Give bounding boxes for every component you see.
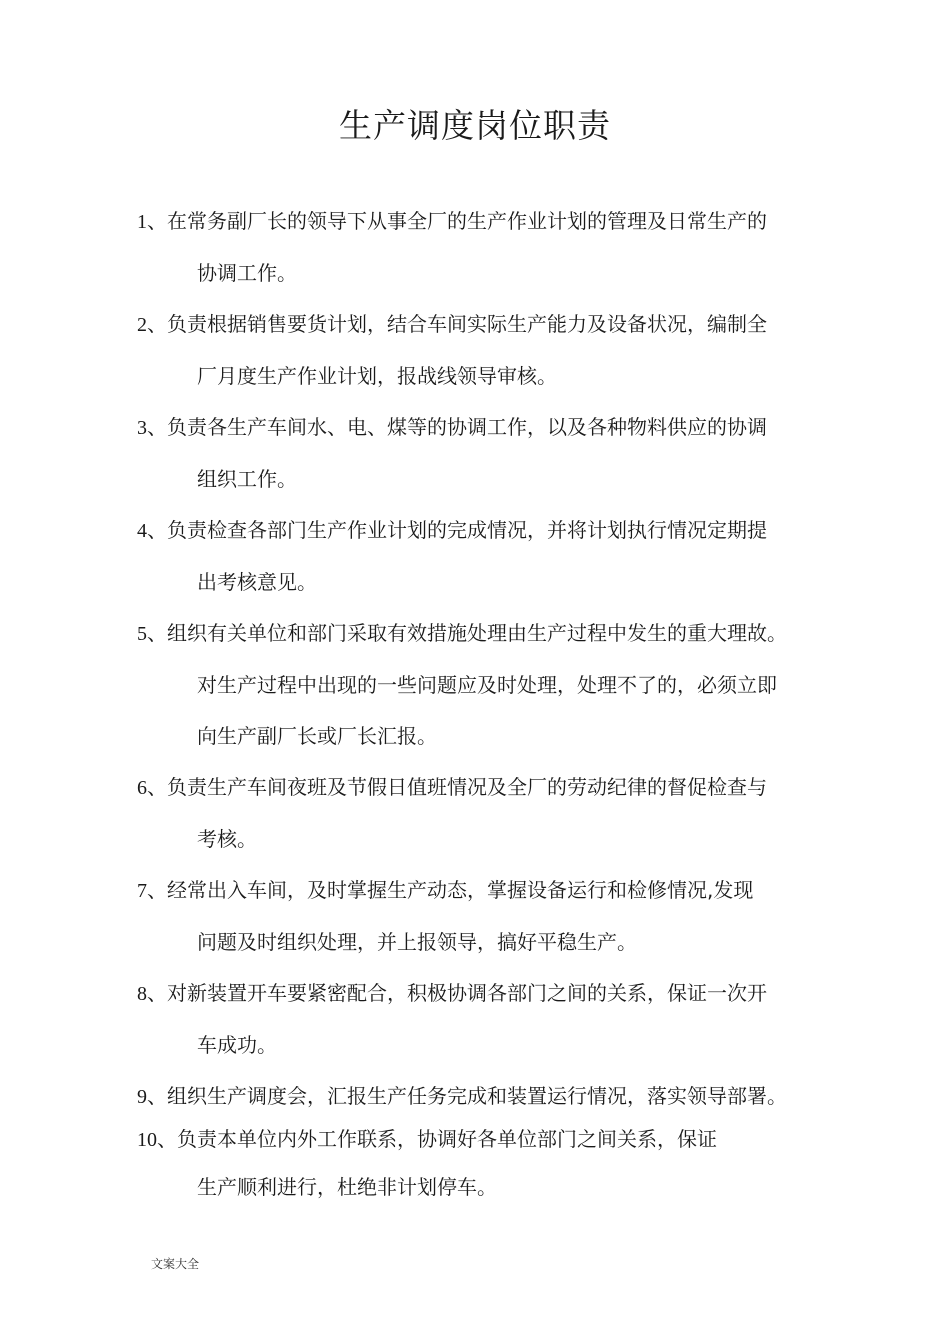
duty-text: 生产顺利进行，杜绝非计划停车。 [197, 1175, 497, 1199]
duty-item [137, 196, 857, 299]
duty-text: 负责各生产车间水、电、煤等的协调工作，以及各种物料供应的协调 [167, 415, 767, 439]
duty-number: 3 [137, 417, 147, 439]
duty-text: 向生产副厂长或厂长汇报。 [197, 724, 437, 748]
duty-line-continued [137, 917, 857, 968]
duty-line-continued [137, 351, 857, 402]
duty-text: 在常务副厂长的领导下从事全厂的生产作业计划的管理及日常生产的 [167, 209, 767, 233]
duty-text: 协调工作。 [197, 261, 297, 285]
duty-line-continued [137, 814, 857, 865]
duty-text: 负责生产车间夜班及节假日值班情况及全厂的劳动纪律的督促检查与 [167, 775, 767, 799]
duty-line-first [137, 1071, 857, 1123]
duty-item [137, 505, 857, 608]
footer-note: 文案大全 [151, 1257, 200, 1271]
duty-separator: 、 [147, 518, 167, 542]
duty-separator: 、 [157, 1127, 177, 1151]
duty-separator: 、 [147, 775, 167, 799]
duty-line-first [137, 608, 857, 660]
duty-line-first [137, 865, 857, 917]
duty-separator: 、 [147, 209, 167, 233]
duty-text: 经常出入车间，及时掌握生产动态，掌握设备运行和检修情况,发现 [167, 878, 754, 902]
duty-number: 9 [137, 1086, 147, 1108]
duty-number: 4 [137, 520, 147, 542]
duty-list [137, 196, 857, 1213]
duty-line-continued [137, 454, 857, 505]
duty-line-continued [137, 660, 857, 711]
duty-text: 负责本单位内外工作联系，协调好各单位部门之间关系，保证 [177, 1127, 717, 1151]
duty-item [137, 1117, 857, 1213]
duty-text: 对新装置开车要紧密配合，积极协调各部门之间的关系，保证一次开 [167, 981, 767, 1005]
duty-number: 5 [137, 623, 147, 645]
duty-line-first [137, 196, 857, 248]
duty-line-first [137, 968, 857, 1020]
duty-item [137, 299, 857, 402]
duty-number: 8 [137, 983, 147, 1005]
duty-text: 负责检查各部门生产作业计划的完成情况，并将计划执行情况定期提 [167, 518, 767, 542]
duty-line-continued [137, 1020, 857, 1071]
duty-text: 考核。 [197, 827, 257, 851]
duty-item [137, 968, 857, 1071]
duty-line-first [137, 1117, 857, 1162]
duty-separator: 、 [147, 981, 167, 1005]
duty-text: 对生产过程中出现的一些问题应及时处理，处理不了的，必须立即 [197, 673, 777, 697]
duty-item [137, 608, 857, 762]
duty-text: 组织工作。 [197, 467, 297, 491]
duty-line-first [137, 762, 857, 814]
duty-line-continued [137, 711, 857, 762]
duty-text: 负责根据销售要货计划，结合车间实际生产能力及设备状况，编制全 [167, 312, 767, 336]
duty-line-first [137, 299, 857, 351]
duty-text: 厂月度生产作业计划，报战线领导审核。 [197, 364, 557, 388]
duty-text: 问题及时组织处理，并上报领导，搞好平稳生产。 [197, 930, 637, 954]
duty-number: 6 [137, 777, 147, 799]
duty-item [137, 865, 857, 968]
duty-line-continued [137, 248, 857, 299]
duty-separator: 、 [147, 621, 167, 645]
duty-line-first [137, 402, 857, 454]
duty-text: 车成功。 [197, 1033, 277, 1057]
duty-item [137, 762, 857, 865]
duty-text: 组织生产调度会，汇报生产任务完成和装置运行情况，落实领导部署。 [167, 1084, 787, 1108]
duty-separator: 、 [147, 878, 167, 902]
duty-text: 组织有关单位和部门采取有效措施处理由生产过程中发生的重大理故。 [167, 621, 787, 645]
page-title: 生产调度岗位职责 [339, 106, 611, 145]
duty-number: 1 [137, 211, 147, 233]
duty-line-first [137, 505, 857, 557]
duty-line-continued [137, 1162, 857, 1213]
duty-text: 出考核意见。 [197, 570, 317, 594]
duty-separator: 、 [147, 415, 167, 439]
duty-separator: 、 [147, 1084, 167, 1108]
duty-number: 10 [137, 1129, 157, 1151]
duty-separator: 、 [147, 312, 167, 336]
duty-item [137, 1071, 857, 1123]
duty-number: 2 [137, 314, 147, 336]
duty-item [137, 402, 857, 505]
duty-line-continued [137, 557, 857, 608]
duty-number: 7 [137, 880, 147, 902]
